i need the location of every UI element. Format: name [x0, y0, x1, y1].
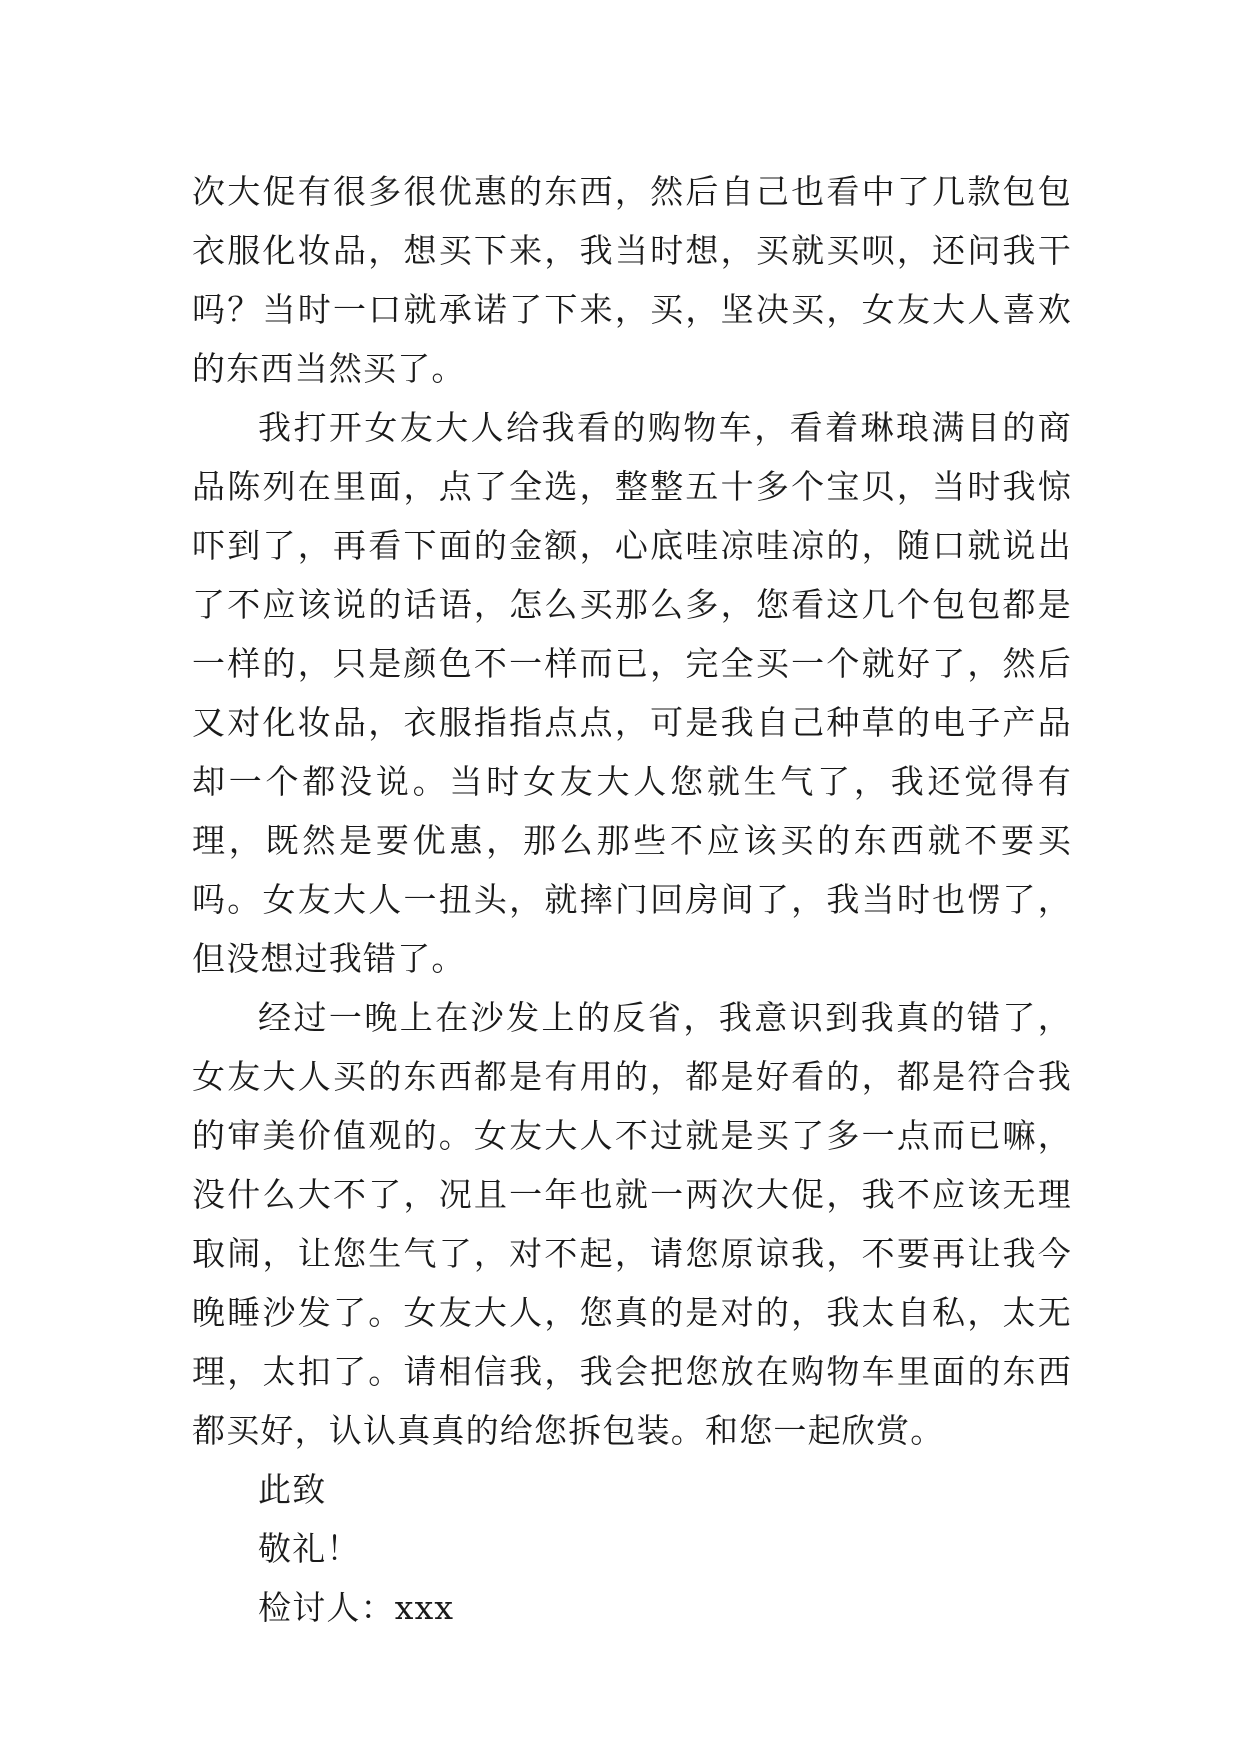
paragraph-1: 次大促有很多很优惠的东西，然后自己也看中了几款包包衣服化妆品，想买下来，我当时想，买就买呗，还问我干吗？当时一口就承诺了下来，买，坚决买，女友大人喜欢的东西当然买了。	[192, 172, 1072, 388]
closing-salutation: 此致	[258, 1470, 327, 1509]
paragraph-3: 经过一晚上在沙发上的反省，我意识到我真的错了，女友大人买的东西都是有用的，都是好看的，都是符合我的审美价值观的。女友大人不过就是买了多一点而已嘛，没什么大不了，况且一年也就一两次大促，我不应该无理取闹，让您生气了，对不起，请您原谅我，不要再让我今晚睡沙发了。女友大人，您真的是对的，我太自私，太无理，太扣了。请相信我，我会把您放在购物车里面的东西都买好，认认真真的给您拆包装。和您一起欣赏。	[192, 998, 1072, 1450]
letter-body	[192, 162, 1072, 1637]
signature-line: 检讨人：xxx	[258, 1588, 455, 1627]
paragraph-2: 我打开女友大人给我看的购物车，看着琳琅满目的商品陈列在里面，点了全选，整整五十多个宝贝，当时我惊吓到了，再看下面的金额，心底哇凉哇凉的，随口就说出了不应该说的话语，怎么买那么多，您看这几个包包都是一样的，只是颜色不一样而已，完全买一个就好了，然后又对化妆品，衣服指指点点，可是我自己种草的电子产品却一个都没说。当时女友大人您就生气了，我还觉得有理，既然是要优惠，那么那些不应该买的东西就不要买吗。女友大人一扭头，就摔门回房间了，我当时也愣了，但没想过我错了。	[192, 408, 1072, 978]
closing-regards: 敬礼！	[258, 1529, 361, 1568]
